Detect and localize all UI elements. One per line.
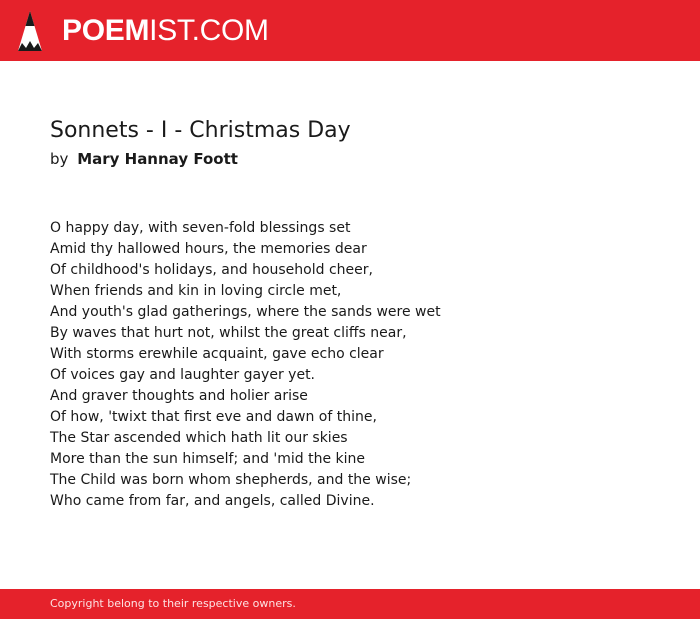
by-label: by — [50, 150, 69, 168]
site-header — [0, 0, 700, 61]
poem-line: Of voices gay and laughter gayer yet. — [50, 367, 316, 383]
site-footer — [0, 589, 700, 619]
poem-line: When friends and kin in loving circle met, — [50, 283, 342, 299]
poem-line: More than the sun himself; and 'mid the kine — [50, 451, 366, 467]
pencil-icon — [17, 10, 43, 52]
poem-line: And graver thoughts and holier arise — [50, 388, 308, 404]
poem-line: Amid thy hallowed hours, the memories dear — [50, 241, 367, 257]
author-name: Mary Hannay Foott — [77, 150, 238, 168]
byline — [50, 149, 238, 169]
site-logo[interactable] — [62, 13, 269, 49]
poem-line: Of childhood's holidays, and household cheer, — [50, 262, 373, 278]
poem-line: O happy day, with seven-fold blessings set — [50, 220, 351, 236]
poem-line: Of how, 'twixt that first eve and dawn of thine, — [50, 409, 377, 425]
poem-line: By waves that hurt not, whilst the great cliffs near, — [50, 325, 407, 341]
copyright-text: Copyright belong to their respective owners. — [50, 597, 296, 610]
poem-line: The Star ascended which hath lit our skies — [50, 430, 348, 446]
poem-line: Who came from far, and angels, called Divine. — [50, 493, 375, 509]
poem-line: The Child was born whom shepherds, and the wise; — [50, 472, 412, 488]
logo-text-bold: POEM — [62, 14, 150, 47]
poem-body — [50, 218, 441, 512]
poem-line: And youth's glad gatherings, where the sands were wet — [50, 304, 441, 320]
poem-title: Sonnets - I - Christmas Day — [50, 118, 351, 143]
logo-text-light: IST.COM — [149, 14, 269, 47]
poem-line: With storms erewhile acquaint, gave echo clear — [50, 346, 384, 362]
